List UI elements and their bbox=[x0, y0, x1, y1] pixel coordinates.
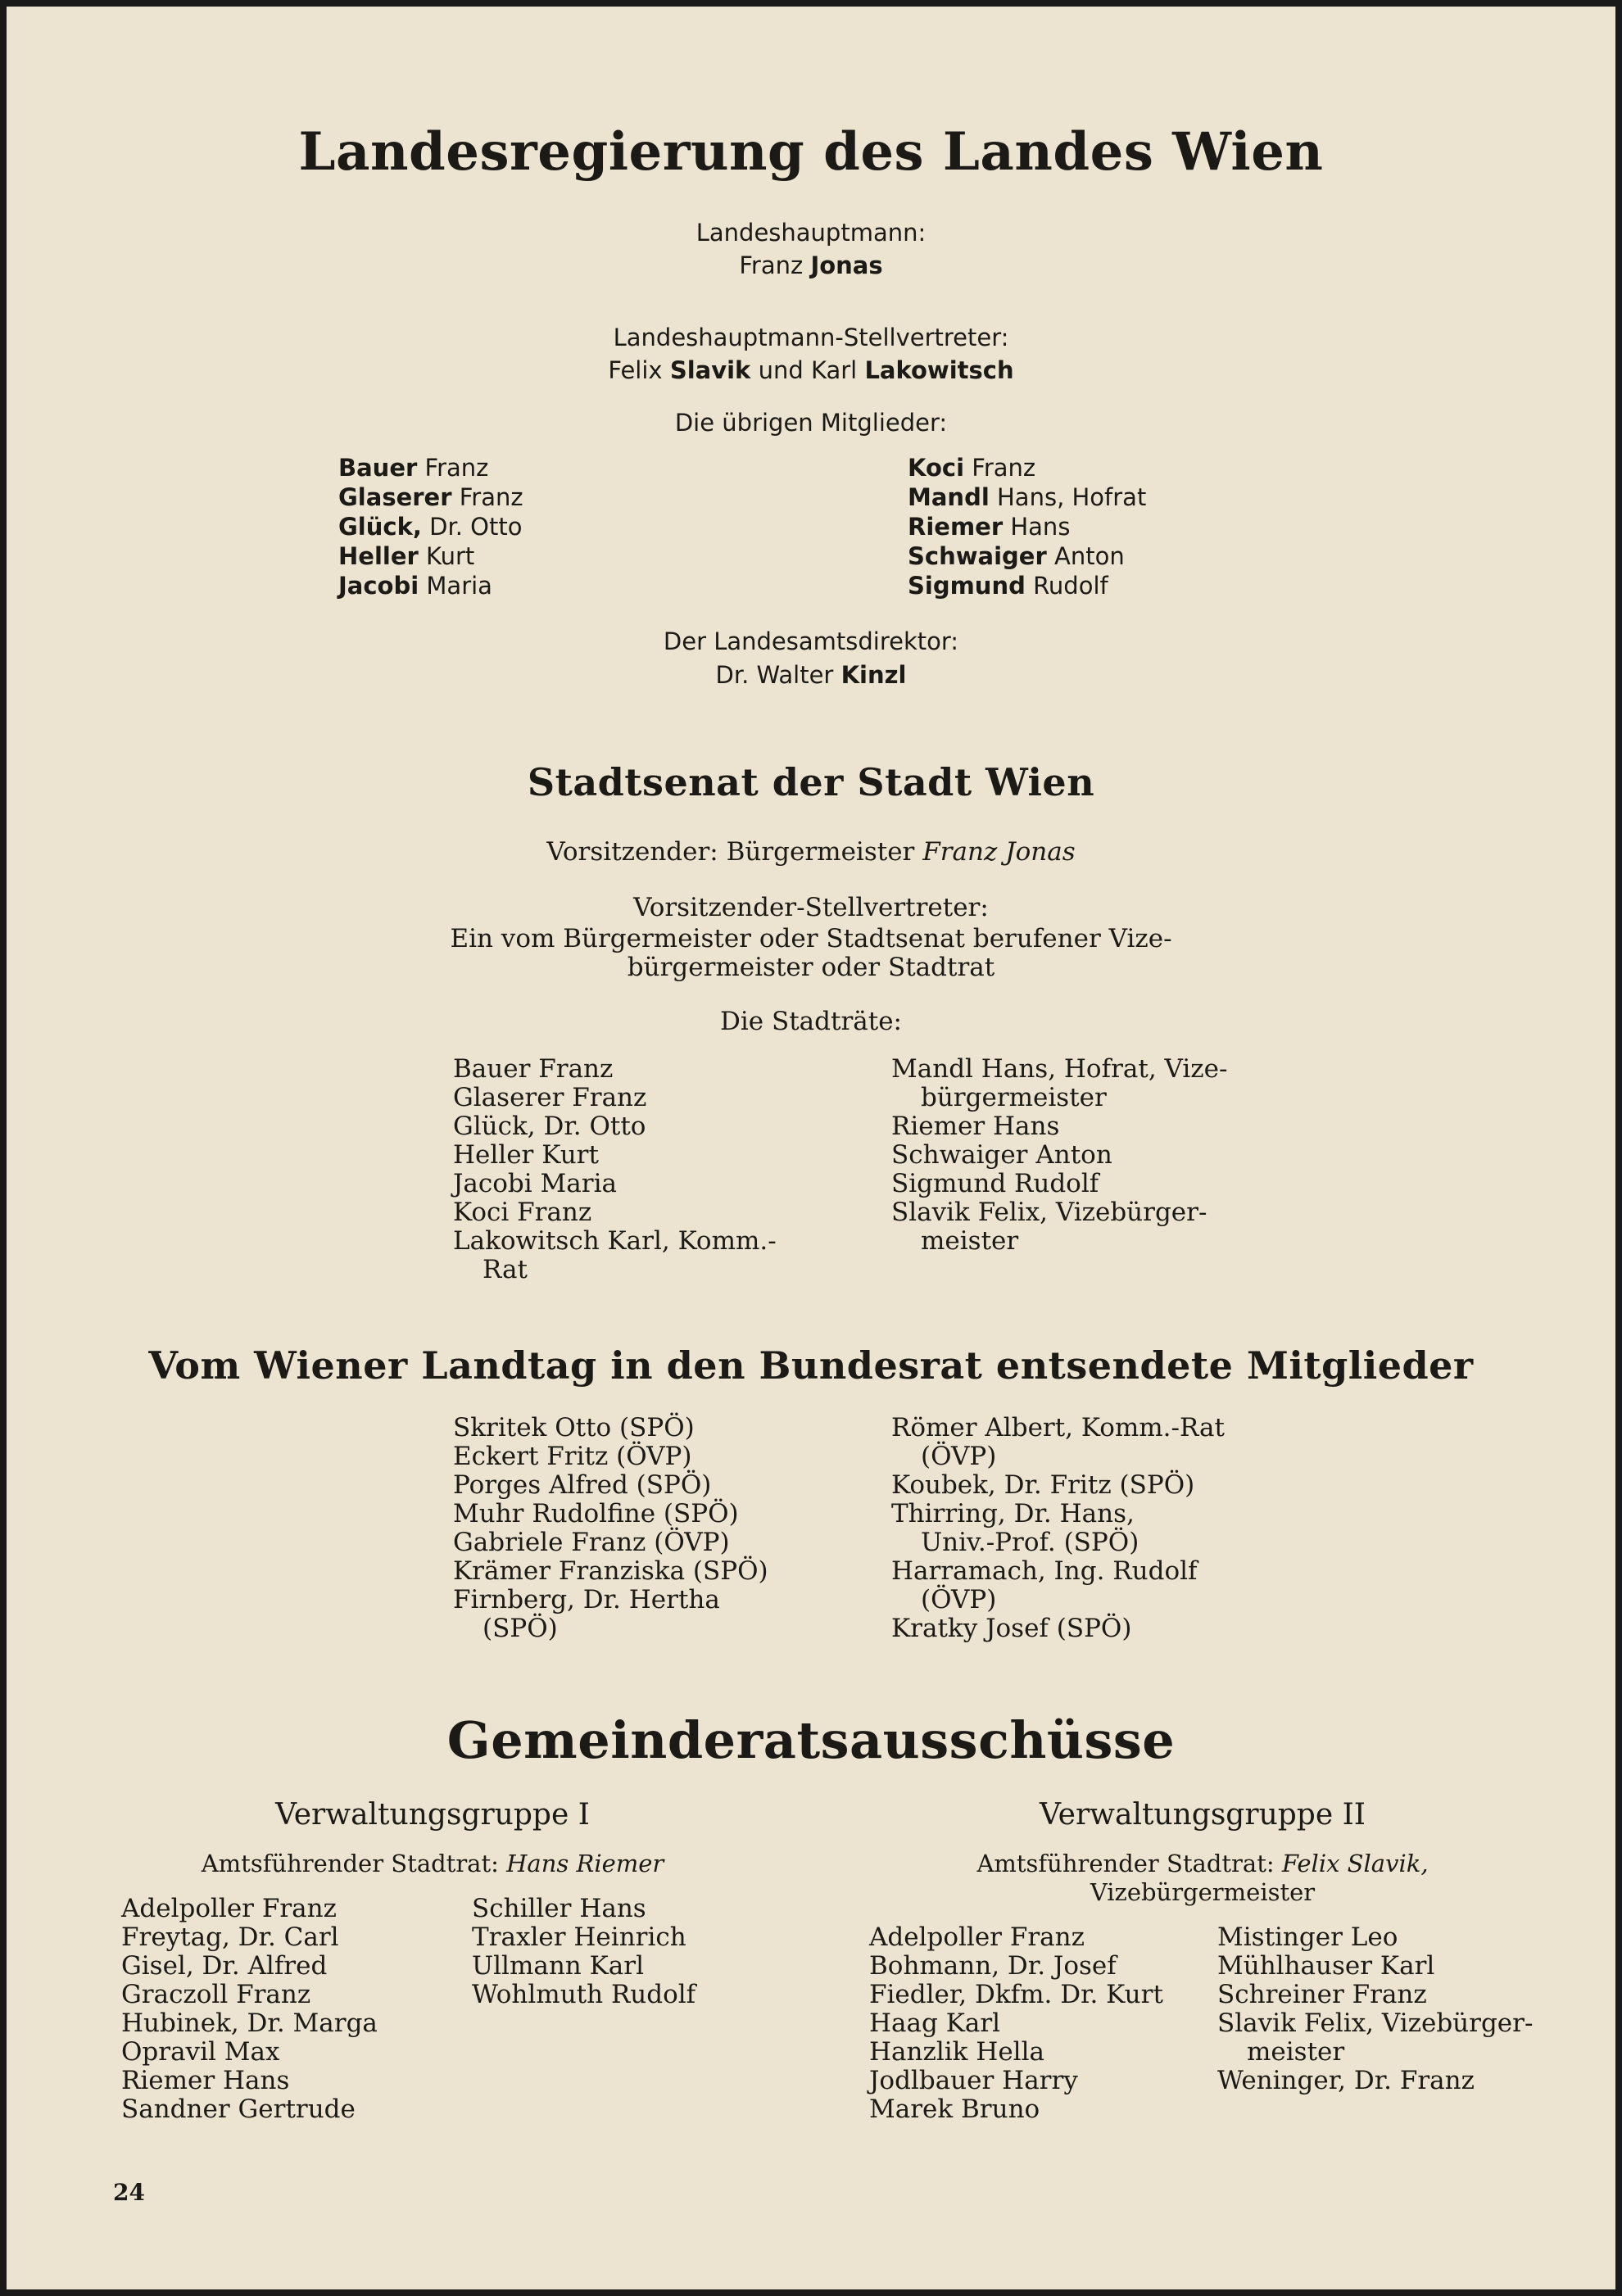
name-first: Franz bbox=[739, 251, 804, 279]
members-label: Die übrigen Mitglieder: bbox=[674, 409, 948, 437]
list-item: Kratky Josef (SPÖ) bbox=[891, 1614, 1132, 1643]
list-item: Glaserer Franz bbox=[453, 1083, 647, 1112]
group2-column-1 bbox=[869, 1923, 1163, 2124]
lead-name: Hans Riemer bbox=[506, 1850, 664, 1877]
member-entry bbox=[908, 571, 1146, 600]
deputy-line-2: bürgermeister oder Stadtrat bbox=[627, 953, 995, 982]
member-first-name: Maria bbox=[426, 572, 492, 600]
list-item: Riemer Hans bbox=[891, 1112, 1060, 1141]
member-first-name: Rudolf bbox=[1033, 572, 1108, 600]
conjunction: und bbox=[758, 356, 804, 384]
name-first: Karl bbox=[810, 356, 858, 384]
member-entry bbox=[338, 512, 523, 541]
list-item: Gabriele Franz (ÖVP) bbox=[453, 1528, 730, 1557]
stellvertreter-names bbox=[7, 355, 1615, 385]
lead-label: Amtsführender Stadtrat: bbox=[976, 1850, 1275, 1877]
list-item: Hanzlik Hella bbox=[869, 2037, 1044, 2067]
name-last: Kinzl bbox=[840, 661, 907, 689]
list-item: Univ.-Prof. (SPÖ) bbox=[921, 1528, 1139, 1557]
bundesrat-right-column bbox=[891, 1414, 1225, 1643]
member-first-name: Hans, Hofrat bbox=[997, 483, 1147, 511]
group2-title: Verwaltungsgruppe II bbox=[1039, 1798, 1366, 1832]
member-last-name: Glück, bbox=[338, 513, 422, 541]
group2-column-2 bbox=[1217, 1923, 1533, 2095]
list-item: Slavik Felix, Vizebürger- bbox=[891, 1198, 1207, 1227]
list-item: (SPÖ) bbox=[483, 1614, 558, 1643]
member-last-name: Sigmund bbox=[908, 572, 1026, 600]
list-item: (ÖVP) bbox=[921, 1585, 997, 1614]
member-entry bbox=[338, 453, 523, 482]
member-entry bbox=[908, 482, 1146, 512]
member-last-name: Riemer bbox=[908, 513, 1004, 541]
list-item: Riemer Hans bbox=[121, 2066, 290, 2095]
heading-ausschuesse: Gemeinderatsausschüsse bbox=[446, 1710, 1176, 1770]
list-item: bürgermeister bbox=[921, 1083, 1107, 1112]
list-item: Bauer Franz bbox=[453, 1054, 614, 1084]
member-entry bbox=[908, 453, 1146, 482]
chair-line bbox=[7, 838, 1615, 867]
list-item: Sigmund Rudolf bbox=[891, 1169, 1099, 1198]
list-item: Heller Kurt bbox=[453, 1140, 599, 1170]
name-last: Jonas bbox=[810, 251, 883, 279]
heading-stadtsenat: Stadtsenat der Stadt Wien bbox=[527, 760, 1095, 804]
chair-name: Franz Jonas bbox=[922, 837, 1076, 867]
page-number: 24 bbox=[113, 2179, 145, 2206]
member-last-name: Heller bbox=[338, 542, 419, 570]
list-item: Glück, Dr. Otto bbox=[453, 1112, 646, 1141]
councillors-left-column bbox=[453, 1055, 777, 1284]
group1-lead bbox=[154, 1850, 711, 1878]
group2-lead bbox=[908, 1850, 1497, 1878]
name-last: Slavik bbox=[669, 356, 751, 384]
heading-landesregierung: Landesregierung des Landes Wien bbox=[298, 121, 1324, 183]
list-item: Jodlbauer Harry bbox=[869, 2066, 1078, 2095]
list-item: meister bbox=[1247, 2037, 1345, 2067]
member-first-name: Franz bbox=[972, 454, 1036, 482]
lead-name: Felix Slavik, bbox=[1281, 1850, 1429, 1877]
list-item: Jacobi Maria bbox=[453, 1169, 617, 1198]
member-last-name: Mandl bbox=[908, 483, 990, 511]
list-item: Slavik Felix, Vizebürger- bbox=[1217, 2008, 1534, 2038]
list-item: (ÖVP) bbox=[921, 1442, 997, 1471]
member-entry bbox=[908, 512, 1146, 541]
member-last-name: Koci bbox=[908, 454, 965, 482]
director-label: Der Landesamtsdirektor: bbox=[663, 627, 959, 655]
list-item: Sandner Gertrude bbox=[121, 2094, 356, 2124]
bundesrat-left-column bbox=[453, 1414, 768, 1643]
member-first-name: Franz bbox=[424, 454, 489, 482]
list-item: Opravil Max bbox=[121, 2037, 280, 2067]
stellvertreter-label: Landeshauptmann-Stellvertreter: bbox=[613, 324, 1009, 351]
group1-column-1 bbox=[121, 1895, 378, 2124]
member-entry bbox=[908, 541, 1146, 571]
group1-column-2 bbox=[472, 1895, 695, 2009]
list-item: meister bbox=[921, 1226, 1019, 1256]
document-page bbox=[7, 7, 1615, 2289]
list-item: Adelpoller Franz bbox=[121, 1894, 337, 1923]
members-left-column bbox=[338, 453, 523, 600]
name-first: Dr. Walter bbox=[715, 661, 834, 689]
list-item: Harramach, Ing. Rudolf bbox=[891, 1556, 1198, 1586]
group1-title: Verwaltungsgruppe I bbox=[275, 1798, 590, 1832]
list-item: Eckert Fritz (ÖVP) bbox=[453, 1442, 692, 1471]
director-name bbox=[7, 660, 1615, 690]
name-last: Lakowitsch bbox=[864, 356, 1014, 384]
list-item: Schreiner Franz bbox=[1217, 1980, 1427, 2009]
members-right-column bbox=[908, 453, 1146, 600]
list-item: Freytag, Dr. Carl bbox=[121, 1922, 339, 1952]
list-item: Graczoll Franz bbox=[121, 1980, 311, 2009]
member-first-name: Franz bbox=[459, 483, 523, 511]
list-item: Adelpoller Franz bbox=[869, 1922, 1085, 1952]
list-item: Weninger, Dr. Franz bbox=[1217, 2066, 1475, 2095]
list-item: Koci Franz bbox=[453, 1198, 592, 1227]
councillors-right-column bbox=[891, 1055, 1227, 1256]
list-item: Gisel, Dr. Alfred bbox=[121, 1951, 328, 1981]
councillors-label: Die Stadträte: bbox=[720, 1007, 902, 1036]
deputy-line-1: Ein vom Bürgermeister oder Stadtsenat berufener Vize- bbox=[450, 924, 1172, 953]
list-item: Fiedler, Dkfm. Dr. Kurt bbox=[869, 1980, 1163, 2009]
list-item: Römer Albert, Komm.-Rat bbox=[891, 1413, 1225, 1442]
member-entry bbox=[338, 571, 523, 600]
list-item: Marek Bruno bbox=[869, 2094, 1040, 2124]
member-last-name: Schwaiger bbox=[908, 542, 1047, 570]
member-entry bbox=[338, 482, 523, 512]
list-item: Koubek, Dr. Fritz (SPÖ) bbox=[891, 1470, 1195, 1500]
list-item: Schiller Hans bbox=[472, 1894, 646, 1923]
member-last-name: Glaserer bbox=[338, 483, 452, 511]
list-item: Porges Alfred (SPÖ) bbox=[453, 1470, 712, 1500]
list-item: Schwaiger Anton bbox=[891, 1140, 1112, 1170]
list-item: Ullmann Karl bbox=[472, 1951, 644, 1981]
landeshauptmann-name bbox=[7, 251, 1615, 280]
list-item: Thirring, Dr. Hans, bbox=[891, 1499, 1135, 1528]
member-entry bbox=[338, 541, 523, 571]
member-last-name: Jacobi bbox=[338, 572, 419, 600]
lead-label: Amtsführender Stadtrat: bbox=[201, 1850, 499, 1877]
landeshauptmann-label: Landeshauptmann: bbox=[695, 219, 927, 247]
member-last-name: Bauer bbox=[338, 454, 418, 482]
list-item: Hubinek, Dr. Marga bbox=[121, 2008, 378, 2038]
member-first-name: Hans bbox=[1010, 513, 1071, 541]
group2-lead-line-2: Vizebürgermeister bbox=[1090, 1878, 1316, 1906]
list-item: Krämer Franziska (SPÖ) bbox=[453, 1556, 768, 1586]
member-first-name: Anton bbox=[1053, 542, 1125, 570]
name-first: Felix bbox=[608, 356, 663, 384]
list-item: Firnberg, Dr. Hertha bbox=[453, 1585, 720, 1614]
list-item: Rat bbox=[483, 1255, 528, 1284]
list-item: Skritek Otto (SPÖ) bbox=[453, 1413, 695, 1442]
deputy-label: Vorsitzender-Stellvertreter: bbox=[633, 893, 989, 922]
heading-bundesrat: Vom Wiener Landtag in den Bundesrat entsendete Mitglieder bbox=[148, 1343, 1474, 1388]
list-item: Haag Karl bbox=[869, 2008, 1001, 2038]
list-item: Mandl Hans, Hofrat, Vize- bbox=[891, 1054, 1228, 1084]
list-item: Mistinger Leo bbox=[1217, 1922, 1398, 1952]
member-first-name: Kurt bbox=[426, 542, 475, 570]
list-item: Bohmann, Dr. Josef bbox=[869, 1951, 1117, 1981]
list-item: Mühlhauser Karl bbox=[1217, 1951, 1435, 1981]
list-item: Traxler Heinrich bbox=[472, 1922, 686, 1952]
list-item: Wohlmuth Rudolf bbox=[472, 1980, 696, 2009]
list-item: Muhr Rudolfine (SPÖ) bbox=[453, 1499, 739, 1528]
chair-label: Vorsitzender: Bürgermeister bbox=[546, 837, 915, 867]
list-item: Lakowitsch Karl, Komm.- bbox=[453, 1226, 777, 1256]
member-first-name: Dr. Otto bbox=[429, 513, 523, 541]
